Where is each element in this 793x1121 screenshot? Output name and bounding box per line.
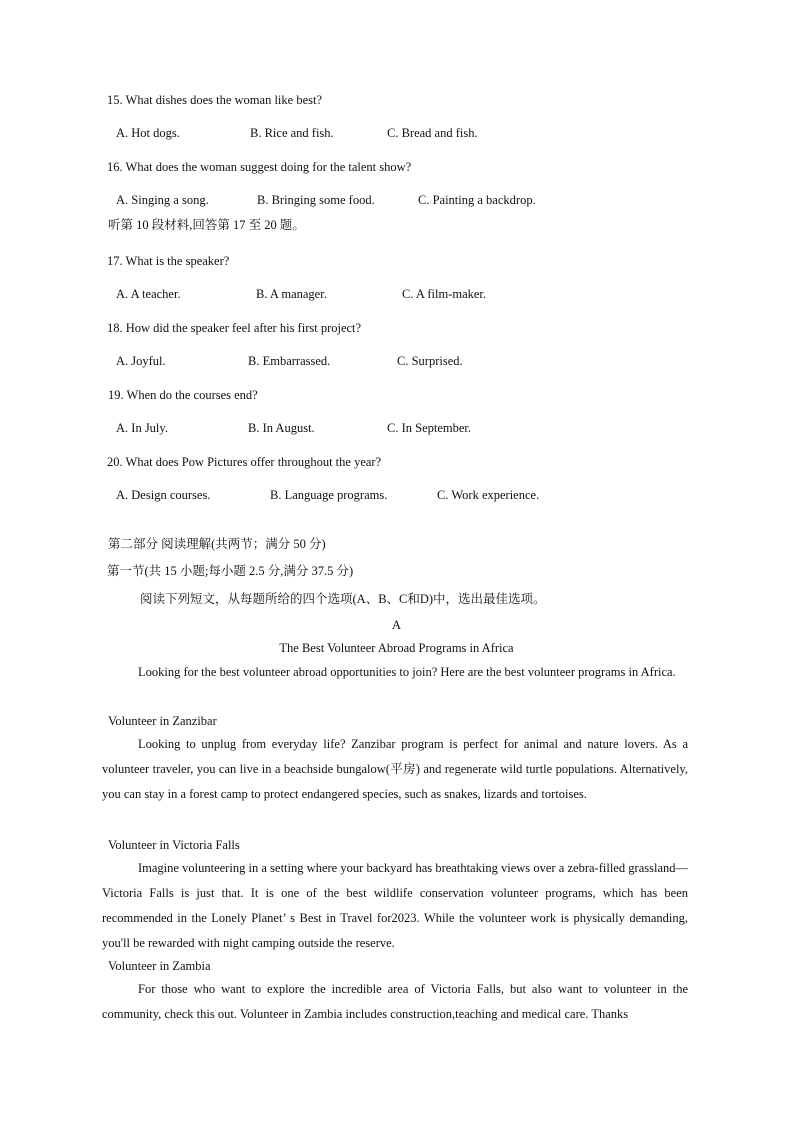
question-16-option-b: B. Bringing some food.: [257, 193, 375, 207]
question-18-stem: 18. How did the speaker feel after his first project?: [107, 321, 362, 335]
listening-instruction: 听第 10 段材料,回答第 17 至 20 题。: [108, 218, 305, 232]
section-heading-zambia: Volunteer in Zambia: [108, 959, 211, 973]
question-19-option-b: B. In August.: [248, 421, 315, 435]
section-heading-victoria-falls: Volunteer in Victoria Falls: [108, 838, 240, 852]
question-19-stem: 19. When do the courses end?: [108, 388, 258, 402]
section-body-victoria-falls-text: Imagine volunteering in a setting where your backyard has breathtaking views over a zebra-filled grassland—Victoria Falls is just that. It is one of the best wildlife conservation volunteer programs, which has been recommended in the Lonely Planet’ s Best in Travel for2023. While the volunteer work is physically demanding, you'll be rewarded with night camping outside the reserve.: [102, 861, 688, 950]
question-16-option-c: C. Painting a backdrop.: [418, 193, 536, 207]
question-16-option-a: A. Singing a song.: [116, 193, 209, 207]
question-18-option-b: B. Embarrassed.: [248, 354, 331, 368]
question-17-option-b: B. A manager.: [256, 287, 327, 301]
part2-title: 第二部分 阅读理解(共两节；满分 50 分): [108, 537, 326, 551]
question-18-option-c: C. Surprised.: [397, 354, 463, 368]
section-body-victoria-falls: [102, 856, 688, 956]
section-body-zambia-text: For those who want to explore the incredible area of Victoria Falls, but also want to volunteer in the community, check this out. Volunteer in Zambia includes construction,teaching and medical care. Thanks: [102, 982, 688, 1021]
question-17-option-a: A. A teacher.: [116, 287, 181, 301]
section-heading-zanzibar: Volunteer in Zanzibar: [108, 714, 217, 728]
question-15-option-b: B. Rice and fish.: [250, 126, 334, 140]
question-15-stem: 15. What dishes does the woman like best?: [107, 93, 323, 107]
question-20-stem: 20. What does Pow Pictures offer throughout the year?: [107, 455, 382, 469]
passage-letter: A: [391, 618, 402, 632]
question-20-option-c: C. Work experience.: [437, 488, 540, 502]
question-16-stem: 16. What does the woman suggest doing for the talent show?: [107, 160, 412, 174]
question-20-option-a: A. Design courses.: [116, 488, 211, 502]
question-18-option-a: A. Joyful.: [116, 354, 166, 368]
passage-title: The Best Volunteer Abroad Programs in Africa: [279, 641, 514, 655]
reading-instruction: 阅读下列短文，从每题所给的四个选项(A、B、C和D)中，选出最佳选项。: [140, 592, 546, 606]
question-17-option-c: C. A film-maker.: [402, 287, 487, 301]
passage-intro: [102, 660, 688, 685]
section-body-zanzibar-text: Looking to unplug from everyday life? Zanzibar program is perfect for animal and nature lovers. As a volunteer traveler, you can live in a beachside bungalow(平房) and regenerate wild turtle populations. Alternatively, you can stay in a forest camp to protect endangered species, such as snakes, lizards and tortoises.: [102, 737, 688, 801]
section-body-zanzibar: [102, 732, 688, 807]
question-17-stem: 17. What is the speaker?: [107, 254, 230, 268]
question-19-option-c: C. In September.: [387, 421, 472, 435]
question-20-option-b: B. Language programs.: [270, 488, 388, 502]
section1-title: 第一节(共 15 小题;每小题 2.5 分,满分 37.5 分): [107, 564, 354, 578]
question-15-option-c: C. Bread and fish.: [387, 126, 478, 140]
question-19-option-a: A. In July.: [116, 421, 168, 435]
passage-intro-text: Looking for the best volunteer abroad opportunities to join? Here are the best volunteer programs in Africa.: [138, 665, 676, 679]
section-body-zambia: [102, 977, 688, 1027]
question-15-option-a: A. Hot dogs.: [116, 126, 180, 140]
